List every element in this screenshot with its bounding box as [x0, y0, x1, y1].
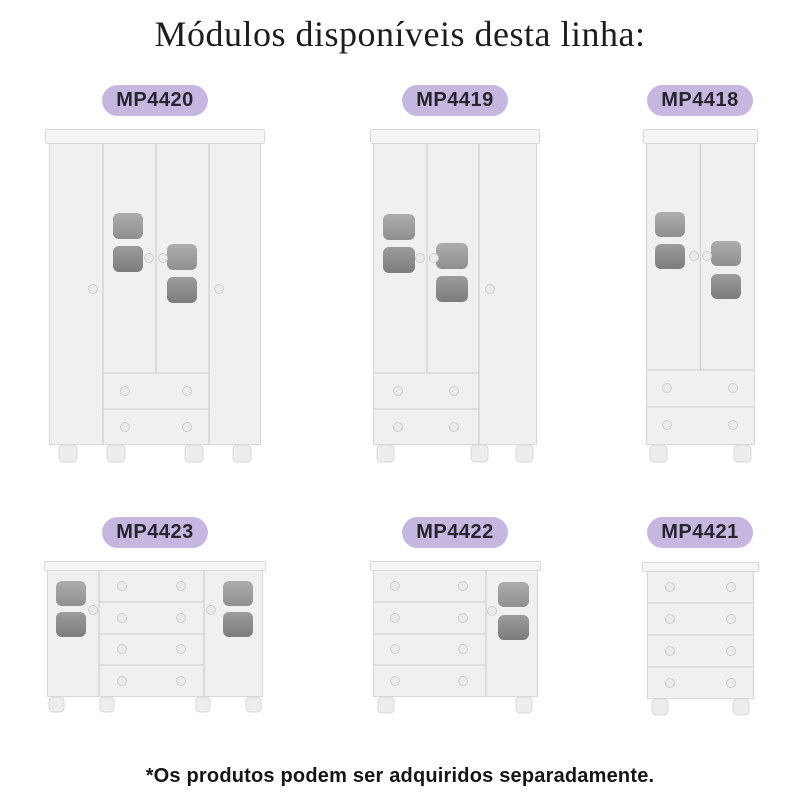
feet: [652, 699, 749, 715]
module-card-mp4422: [370, 517, 541, 717]
module-badge-mp4418: MP4418: [647, 85, 753, 116]
page-title: Módulos disponíveis desta linha:: [154, 14, 646, 54]
feet: [377, 445, 533, 462]
feet: [378, 697, 532, 713]
module-badge-mp4421: MP4421: [647, 517, 753, 548]
dresser-2-door-illustration: [44, 559, 266, 717]
feet: [49, 697, 261, 712]
module-badge-mp4420: MP4420: [102, 85, 208, 116]
wardrobe-2-door-illustration: [643, 127, 758, 467]
module-card-mp4423: [44, 517, 266, 717]
module-card-mp4421: [642, 517, 759, 719]
module-badge-mp4422: MP4422: [402, 517, 508, 548]
chest-4-drawer-illustration: [642, 559, 759, 719]
cabinet-frame: [46, 130, 265, 445]
feet: [59, 445, 251, 462]
module-badge-mp4423: MP4423: [102, 517, 208, 548]
modules-row-top: [0, 85, 800, 467]
module-card-mp4418: [643, 85, 758, 467]
dresser-1-door-illustration: [370, 559, 541, 717]
separate-purchase-note: *Os produtos podem ser adquiridos separadamente.: [145, 765, 655, 787]
modules-row-bottom: [0, 517, 800, 719]
cabinet-frame: [642, 563, 758, 699]
wardrobe-3-door-illustration: [370, 127, 540, 467]
module-card-mp4420: [45, 85, 265, 467]
module-card-mp4419: [370, 85, 540, 467]
wardrobe-4-door-illustration: [45, 127, 265, 467]
feet: [650, 445, 751, 462]
module-badge-mp4419: MP4419: [402, 85, 508, 116]
